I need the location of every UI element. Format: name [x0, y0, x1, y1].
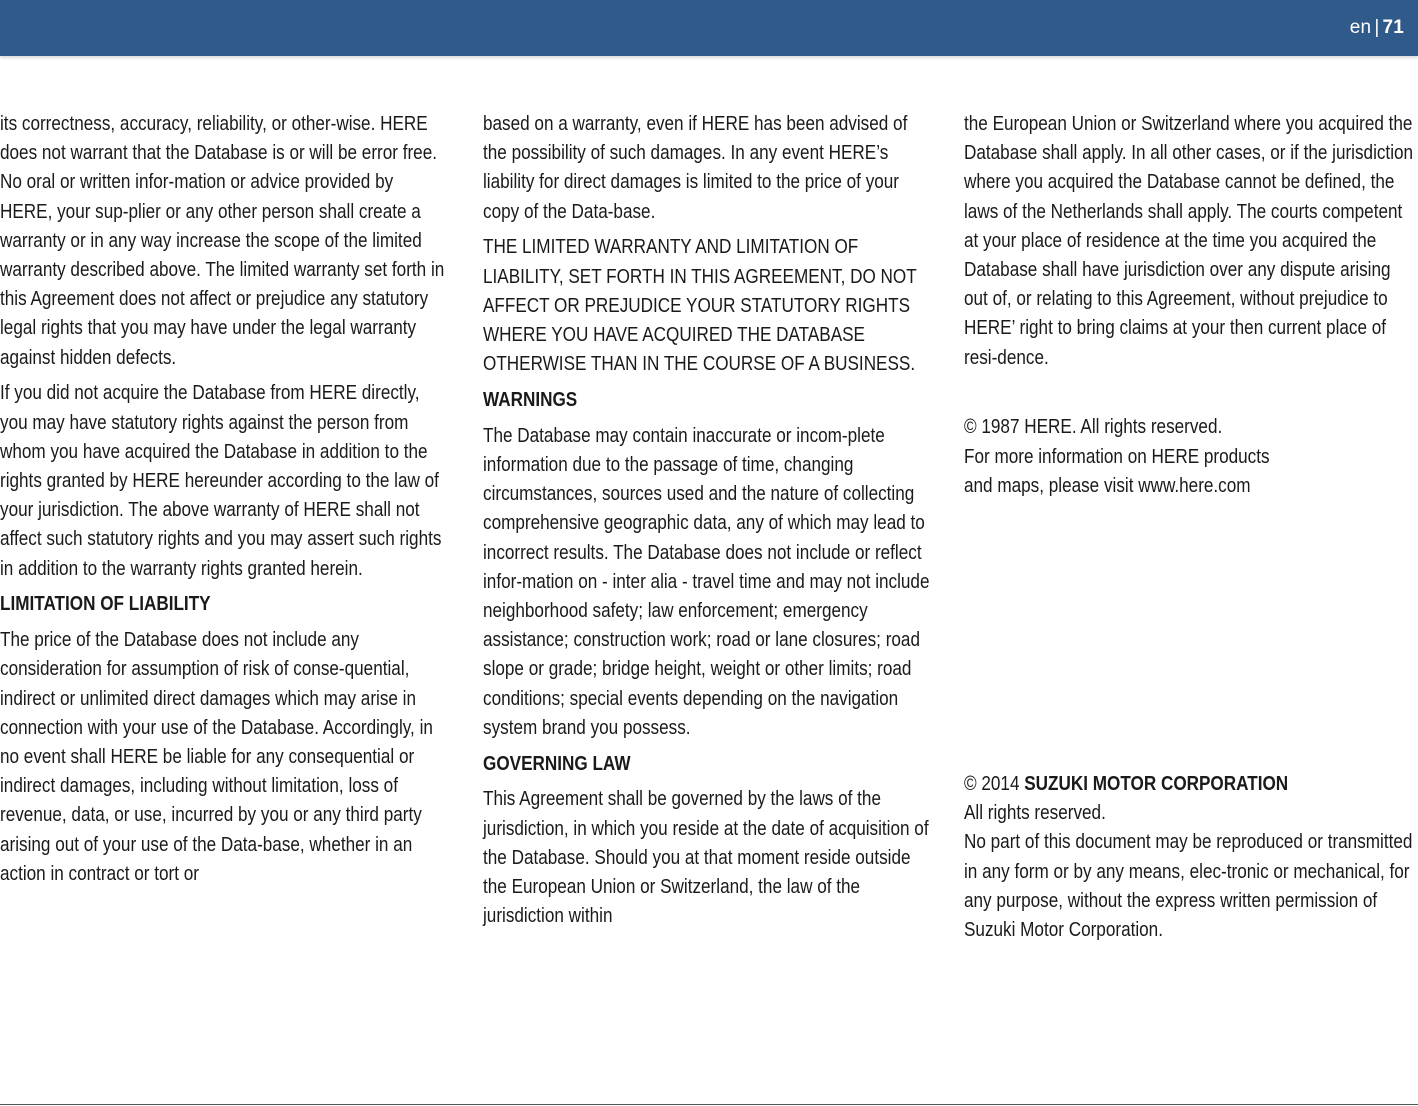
paragraph-liability-continued: based on a warranty, even if HERE has been advised of the possibility of such damages. In any event HERE’s liability for direct damages is limited to the price of your copy of the Data-base. [483, 113, 908, 223]
paragraph-limited-warranty-caps: THE LIMITED WARRANTY AND LIMITATION OF LIABILITY, SET FORTH IN THIS AGREEMENT, DO NOT AFFECT OR PREJUDICE YOUR STATUTORY RIGHTS WHERE YOU HAVE ACQUIRED THE DATABASE OTHERWISE THAN IN THE COURSE OF A BUSINESS. [483, 236, 917, 376]
heading-warnings: WARNINGS [483, 389, 578, 412]
paragraph-governing-law: This Agreement shall be governed by the laws of the jurisdiction, in which you reside at the date of acquisition of the Database. Should you at that moment reside outside the European Union or Switzerland, the law of the jurisdiction within [483, 788, 929, 928]
page-header-bar [0, 0, 1418, 56]
text-column-2 [483, 110, 933, 938]
paragraph-warnings: The Database may contain inaccurate or incom-plete information due to the passage of time, changing circumstances, sources used and the nature of collecting comprehensive geographic data, any of which may lead to incorrect results. The Database does not include or reflect infor-mation on - inter alia - travel time and may not include neighborhood safety; law enforcement; emergency assistance; construction work; road or lane closures; road slope or grade; bridge height, weight or other limits; road conditions; special events depending on the navigation system brand you possess. [483, 424, 930, 739]
heading-limitation-of-liability: LIMITATION OF LIABILITY [0, 593, 211, 616]
paragraph-warranty-disclaimer: its correctness, accuracy, reliability, or other-wise. HERE does not warrant that the Database is or will be error free. No oral or written infor-mation or advice provided by HERE, your sup-plier or any other person shall create a warranty or in any way increase the scope of the limited warranty described above. The limited warranty set forth in this Agreement does not affect or prejudice any statutory legal rights that you may have under the legal warranty against hidden defects. [0, 113, 445, 369]
spacer [964, 501, 1418, 770]
spacer [964, 379, 1418, 413]
here-info-line-2: and maps, please visit www.here.com [964, 474, 1251, 497]
heading-governing-law: GOVERNING LAW [483, 752, 631, 775]
language-code: en [1349, 17, 1372, 38]
footer-rule [0, 1104, 1418, 1105]
here-copyright-block [964, 413, 1418, 501]
text-column-1 [0, 110, 450, 896]
here-info-line-1: For more information on HERE products [964, 445, 1270, 468]
paragraph-liability: The price of the Database does not include any consideration for assumption of risk of conse-quential, indirect or unlimited direct damages which may arise in connection with your use of the Database. Accordingly, in no event shall HERE be liable for any consequential or indirect damages, including without limitation, loss of revenue, data, or use, incurred by you or any third party arising out of your use of the Data-base, whether in an action in contract or tort or [0, 629, 433, 885]
here-copyright: © 1987 HERE. All rights reserved. [964, 416, 1223, 439]
suzuki-company-name: SUZUKI MOTOR CORPORATION [1024, 773, 1289, 796]
suzuki-reproduction-notice: No part of this document may be reproduced or transmitted in any form or by any means, elec-tronic or mechanical, for any purpose, without the express written permission of Suzuki Motor Corporation. [964, 831, 1413, 942]
suzuki-rights-reserved: All rights reserved. [964, 802, 1106, 825]
paragraph-jurisdiction: the European Union or Switzerland where you acquired the Database shall apply. In all other cases, or if the jurisdiction where you acquired the Database cannot be defined, the laws of the Netherlands shall apply. The courts competent at your place of residence at the time you acquired the Database shall have jurisdiction over any dispute arising out of, or relating to this Agreement, without prejudice to HERE’ right to bring claims at your then current place of resi-dence. [964, 113, 1414, 369]
page-marker [1350, 17, 1404, 39]
suzuki-copyright-line [964, 770, 1418, 799]
suzuki-copyright-block [964, 770, 1418, 945]
page-number: 71 [1382, 17, 1404, 38]
paragraph-statutory-rights: If you did not acquire the Database from HERE directly, you may have statutory rights against the person from whom you have acquired the Database in addition to the rights granted by HERE hereunder according to the law of your jurisdiction. The above warranty of HERE shall not affect such statutory rights and you may assert such rights in addition to the warranty rights granted herein. [0, 382, 442, 580]
text-column-3 [964, 110, 1418, 945]
page-marker-separator: | [1374, 17, 1380, 38]
suzuki-copyright-year: © 2014 [964, 773, 1025, 796]
